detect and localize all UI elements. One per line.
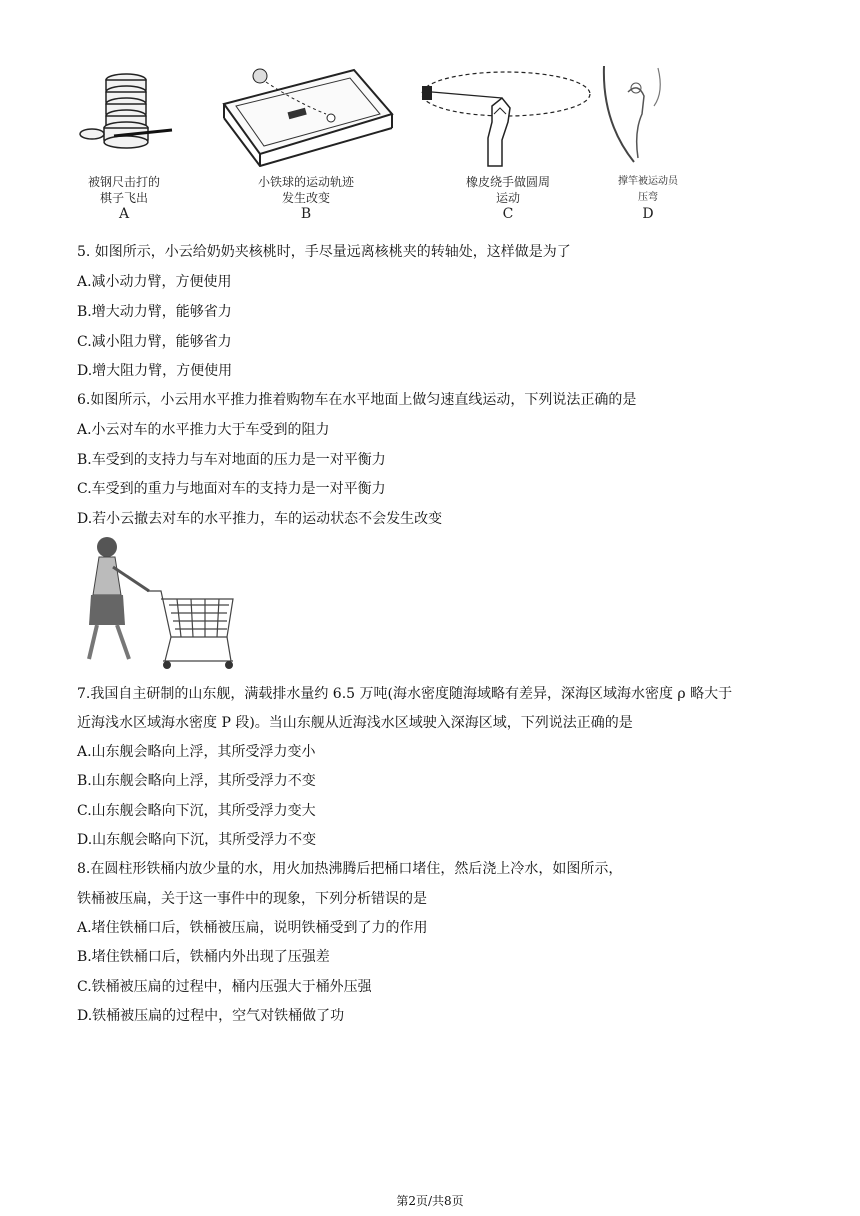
figure-c-caption-line2: 运动 xyxy=(495,191,520,205)
question-8-option-d: D.铁桶被压扁的过程中，空气对铁桶做了功 xyxy=(77,1008,345,1024)
figure-a-letter: A xyxy=(118,206,130,222)
figure-c-letter: C xyxy=(502,206,514,222)
question-7-option-c: C.山东舰会略向下沉，其所受浮力变大 xyxy=(77,803,316,819)
figure-a-caption-line2: 棋子飞出 xyxy=(99,191,148,205)
question-6-option-b: B.车受到的支持力与车对地面的压力是一对平衡力 xyxy=(77,452,386,468)
question-6-option-d: D.若小云撤去对车的水平推力，车的运动状态不会发生改变 xyxy=(77,511,443,527)
figure-d-caption-line1: 撑竿被运动员 xyxy=(618,176,678,187)
eraser-circular-motion-illustration xyxy=(418,62,593,172)
question-6-option-a: A.小云对车的水平推力大于车受到的阻力 xyxy=(77,422,330,438)
figure-c xyxy=(418,62,593,222)
question-8-option-c: C.铁桶被压扁的过程中，桶内压强大于桶外压强 xyxy=(77,979,372,995)
question-5-option-a: A.减小动力臂，方便使用 xyxy=(77,274,232,290)
figure-b xyxy=(216,62,396,222)
question-5-option-d: D.增大阻力臂，方便使用 xyxy=(77,363,233,379)
figure-d-caption-line2: 压弯 xyxy=(638,192,658,203)
question-7-stem-line2: 近海浅水区域海水密度 P 段)。当山东舰从近海浅水区域驶入深海区域，下列说法正确的是 xyxy=(77,715,633,731)
figure-d-letter: D xyxy=(642,206,654,222)
figure-a-caption-line1: 被钢尺击打的 xyxy=(87,175,160,189)
question-5-option-b: B.增大动力臂，能够省力 xyxy=(77,304,232,320)
question-7-stem-line1: 7.我国自主研制的山东舰，满载排水量约 6.5 万吨(海水密度随海域略有差异，深海区域海水密度 ρ 略大于 xyxy=(77,686,733,702)
figure-a xyxy=(74,62,174,222)
page-footer: 第2页/共8页 xyxy=(396,1194,464,1208)
question-6-stem: 6.如图所示，小云用水平推力推着购物车在水平地面上做匀速直线运动，下列说法正确的是 xyxy=(77,392,637,408)
question-8-option-a: A.堵住铁桶口后，铁桶被压扁，说明铁桶受到了力的作用 xyxy=(77,920,428,936)
figure-b-caption-line1: 小铁球的运动轨迹 xyxy=(257,175,354,189)
question-8-option-b: B.堵住铁桶口后，铁桶内外出现了压强差 xyxy=(77,949,330,965)
question-8-stem-line2: 铁桶被压扁，关于这一事件中的现象，下列分析错误的是 xyxy=(77,891,427,907)
pole-vaulter-illustration xyxy=(598,62,688,167)
question-7-option-a: A.山东舰会略向上浮，其所受浮力变小 xyxy=(77,744,316,760)
iron-ball-on-table-illustration xyxy=(216,62,396,167)
shopping-cart-photo xyxy=(77,533,237,673)
figure-row xyxy=(70,62,710,237)
question-7-option-b: B.山东舰会略向上浮，其所受浮力不变 xyxy=(77,773,316,789)
question-5-option-c: C.减小阻力臂，能够省力 xyxy=(77,334,232,350)
question-8-stem-line1: 8.在圆柱形铁桶内放少量的水，用火加热沸腾后把桶口堵住，然后浇上冷水，如图所示， xyxy=(77,861,623,877)
question-5-stem: 5. 如图所示，小云给奶奶夹核桃时，手尽量远离核桃夹的转轴处，这样做是为了 xyxy=(77,244,571,260)
figure-d xyxy=(598,62,688,222)
figure-c-caption-line1: 橡皮绕手做圆周 xyxy=(465,175,550,189)
question-6-option-c: C.车受到的重力与地面对车的支持力是一对平衡力 xyxy=(77,481,386,497)
question-7-option-d: D.山东舰会略向下沉，其所受浮力不变 xyxy=(77,832,317,848)
figure-b-letter: B xyxy=(300,206,312,222)
girl-pushing-cart-illustration xyxy=(77,533,237,673)
figure-b-caption-line2: 发生改变 xyxy=(281,191,330,205)
stacked-chess-pieces-illustration xyxy=(74,62,174,157)
